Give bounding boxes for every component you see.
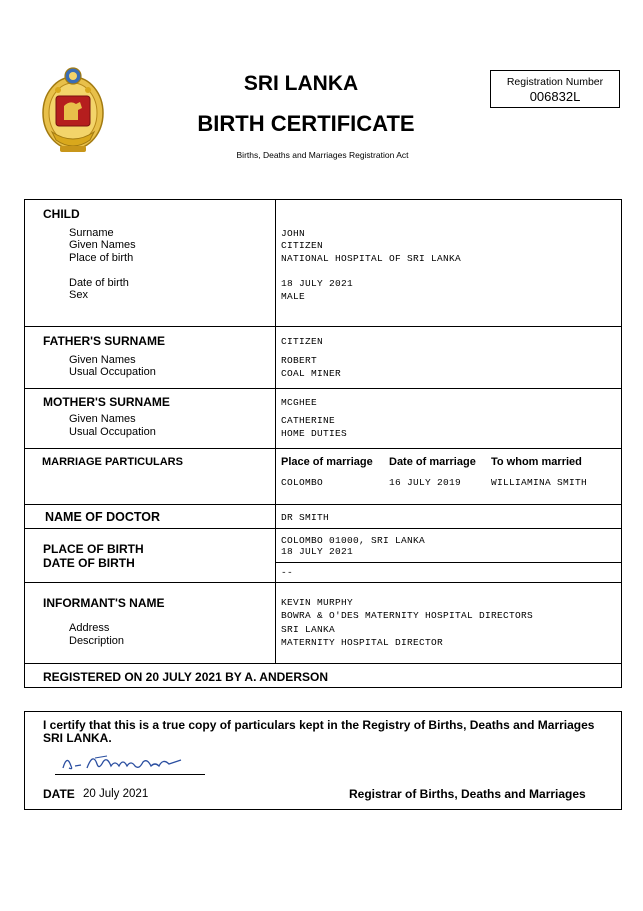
marriage-place-value: COLOMBO — [281, 477, 324, 488]
mother-given-names-label: Given Names — [69, 413, 136, 425]
father-given-names-value: ROBERT — [281, 355, 318, 366]
row-divider — [25, 663, 621, 664]
father-given-names-label: Given Names — [69, 354, 136, 366]
row-divider — [25, 448, 621, 449]
marriage-whom-label: To whom married — [491, 456, 582, 468]
father-heading: FATHER'S SURNAME — [43, 334, 165, 348]
act-subtitle: Births, Deaths and Marriages Registration Act — [236, 150, 409, 160]
informant-address-line1: BOWRA & O'DES MATERNITY HOSPITAL DIRECTORS — [281, 610, 534, 621]
birth-date-value: 18 JULY 2021 — [281, 546, 354, 557]
registration-label: Registration Number — [506, 76, 604, 88]
child-sex-value: MALE — [281, 291, 306, 302]
marriage-place-label: Place of marriage — [281, 456, 373, 468]
birth-extra-value: -- — [281, 567, 294, 578]
informant-heading: INFORMANT'S NAME — [43, 596, 165, 610]
informant-address-label: Address — [69, 622, 110, 634]
doctor-heading: NAME OF DOCTOR — [45, 510, 161, 524]
marriage-whom-value: WILLIAMINA SMITH — [491, 477, 588, 488]
child-place-of-birth-label: Place of birth — [69, 252, 134, 264]
child-given-names-value: CITIZEN — [281, 240, 324, 251]
mother-surname-value: MCGHEE — [281, 397, 318, 408]
informant-name-value: KEVIN MURPHY — [281, 597, 354, 608]
registration-box — [490, 70, 620, 108]
child-sex-label: Sex — [69, 289, 88, 301]
father-occupation-label: Usual Occupation — [69, 366, 156, 378]
informant-description-label: Description — [69, 635, 125, 647]
column-divider — [275, 200, 276, 663]
date-of-birth-heading: DATE OF BIRTH — [43, 556, 135, 570]
mother-occupation-value: HOME DUTIES — [281, 428, 348, 439]
certification-line1: I certify that this is a true copy of particulars kept in the Registry of Births, Deaths and Marriages — [43, 718, 595, 732]
child-date-of-birth-value: 18 JULY 2021 — [281, 278, 354, 289]
registrar-signature — [59, 748, 189, 774]
mother-occupation-label: Usual Occupation — [69, 426, 156, 438]
certification-date-value: 20 July 2021 — [83, 788, 149, 800]
marriage-date-value: 16 JULY 2019 — [389, 477, 462, 488]
child-surname-value: JOHN — [281, 228, 306, 239]
marriage-heading: MARRIAGE PARTICULARS — [42, 456, 183, 468]
row-divider — [25, 582, 621, 583]
father-surname-value: CITIZEN — [281, 336, 324, 347]
marriage-date-label: Date of marriage — [389, 456, 476, 468]
signature-line — [55, 774, 205, 775]
row-divider — [25, 388, 621, 389]
mother-heading: MOTHER'S SURNAME — [43, 395, 170, 409]
registration-number: 006832L — [529, 89, 581, 104]
child-heading: CHILD — [43, 207, 80, 221]
particulars-table — [24, 199, 622, 688]
child-place-of-birth-value: NATIONAL HOSPITAL OF SRI LANKA — [281, 253, 462, 264]
certificate-title: BIRTH CERTIFICATE — [197, 111, 415, 136]
country-title: SRI LANKA — [243, 72, 359, 95]
birth-place-value: COLOMBO 01000, SRI LANKA — [281, 535, 426, 546]
certification-box — [24, 711, 622, 810]
registrar-title: Registrar of Births, Deaths and Marriages — [349, 787, 586, 801]
row-divider — [25, 504, 621, 505]
father-occupation-value: COAL MINER — [281, 368, 342, 379]
row-divider — [25, 326, 621, 327]
certification-line2: SRI LANKA. — [43, 731, 112, 745]
informant-description-value: MATERNITY HOSPITAL DIRECTOR — [281, 637, 444, 648]
informant-address-line2: SRI LANKA — [281, 624, 336, 635]
child-date-of-birth-label: Date of birth — [69, 277, 129, 289]
doctor-name-value: DR SMITH — [281, 512, 330, 523]
row-divider — [275, 562, 621, 563]
place-of-birth-heading: PLACE OF BIRTH — [43, 542, 144, 556]
row-divider — [25, 528, 621, 529]
child-surname-label: Surname — [69, 227, 114, 239]
child-given-names-label: Given Names — [69, 239, 136, 251]
mother-given-names-value: CATHERINE — [281, 415, 336, 426]
certification-date-label: DATE — [43, 787, 75, 801]
registered-statement: REGISTERED ON 20 JULY 2021 BY A. ANDERSON — [43, 670, 328, 684]
